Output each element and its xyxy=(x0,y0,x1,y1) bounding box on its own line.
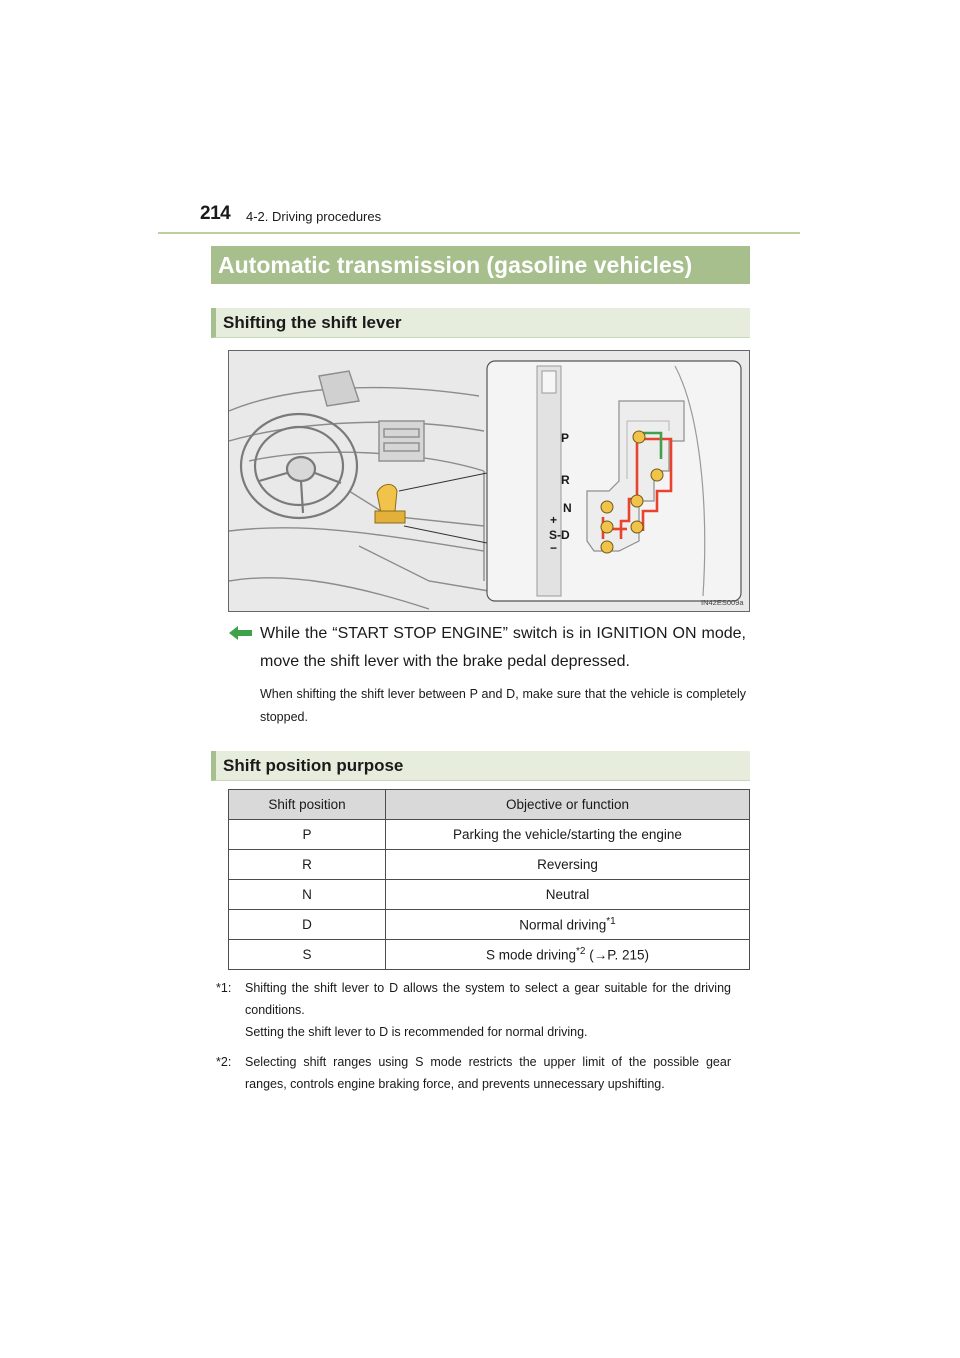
section-heading-purpose: Shift position purpose xyxy=(211,751,750,781)
table-row xyxy=(229,940,750,970)
function-text: Reversing xyxy=(537,857,598,872)
instruction-text: While the “START STOP ENGINE” switch is in IGNITION ON mode, move the shift lever with the brake pedal depressed. xyxy=(260,625,746,670)
function-text: Neutral xyxy=(545,887,590,902)
chapter-heading: 4-2. Driving procedures xyxy=(246,209,382,224)
gate-label-n: N xyxy=(563,501,572,515)
gate-label-minus: − xyxy=(550,541,558,555)
footnote-mark: *1: xyxy=(216,981,232,995)
page-title: Automatic transmission (gasoline vehicles) xyxy=(211,246,750,284)
footnote-2 xyxy=(216,1051,756,1101)
gate-label-s-d: S-D xyxy=(549,528,570,542)
footnote-1 xyxy=(216,977,756,1047)
gate-label-plus: + xyxy=(550,513,558,527)
gate-label-r: R xyxy=(561,473,570,487)
footnote-line: Setting the shift lever to D is recommended for normal driving. xyxy=(245,1025,588,1039)
table-row xyxy=(229,910,750,940)
green-left-arrow-icon xyxy=(229,626,252,640)
gate-panel xyxy=(487,361,741,601)
table-cell-function xyxy=(386,910,750,940)
footnote-ref: *2 xyxy=(576,946,586,958)
instruction-note: When shifting the shift lever between P and D, make sure that the vehicle is completely stopped. xyxy=(260,687,746,724)
table-cell-position: N xyxy=(229,880,386,910)
header-divider xyxy=(158,232,800,234)
page-number: 214 xyxy=(200,203,231,224)
table-cell-function xyxy=(386,820,750,850)
section-heading-shifting: Shifting the shift lever xyxy=(211,308,750,338)
figure-code: IN42ES009a xyxy=(701,598,744,607)
function-text: Normal driving xyxy=(519,917,607,933)
shift-position-table xyxy=(228,789,750,970)
footnote-ref: *1 xyxy=(606,916,616,928)
table-cell-position: R xyxy=(229,850,386,880)
table-cell-position: P xyxy=(229,820,386,850)
table-cell-position: S xyxy=(229,940,386,970)
table-row xyxy=(229,880,750,910)
table-cell-function xyxy=(386,850,750,880)
gate-label-p: P xyxy=(561,431,570,445)
shift-lever-illustration xyxy=(228,350,750,612)
table-cell-position: D xyxy=(229,910,386,940)
footnote-line: Shifting the shift lever to D allows the system to select a gear suitable for the driving conditions. xyxy=(245,981,731,1017)
function-text: S mode driving xyxy=(485,947,577,963)
table-row xyxy=(229,850,750,880)
table-cell-function xyxy=(386,940,750,970)
table-header-position: Shift position xyxy=(229,790,386,820)
footnote-mark: *2: xyxy=(216,1055,232,1069)
page-reference-link[interactable]: (→P. 215) xyxy=(585,947,650,963)
table-cell-function xyxy=(386,880,750,910)
table-row xyxy=(229,820,750,850)
footnote-line: Selecting shift ranges using S mode restricts the upper limit of the possible gear ranges, controls engine braking force, and prevents unnecessary upshifting. xyxy=(245,1055,731,1091)
table-header-function: Objective or function xyxy=(386,790,750,820)
function-text: Parking the vehicle/starting the engine xyxy=(453,827,682,842)
shift-lever-drawing xyxy=(229,351,749,611)
